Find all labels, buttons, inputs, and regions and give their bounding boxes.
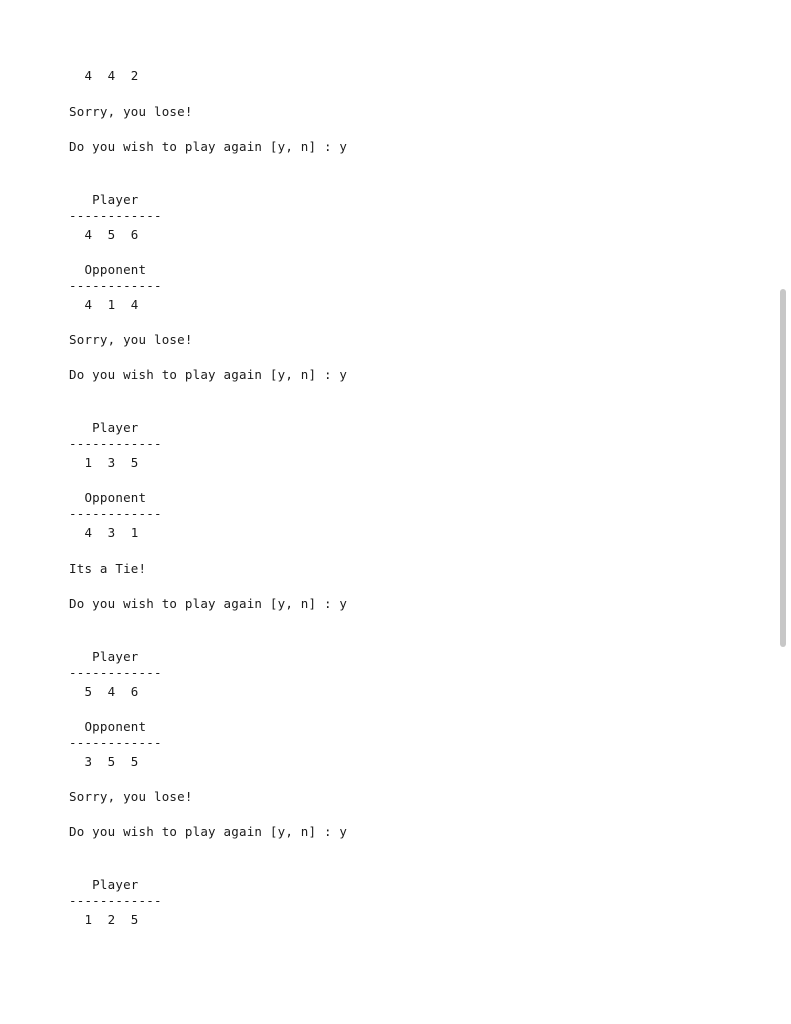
opponent-heading: Opponent: [69, 262, 147, 277]
opponent-heading: Opponent: [69, 719, 147, 734]
divider: ------------: [69, 506, 162, 521]
play-again-prompt: Do you wish to play again [y, n] : y: [69, 139, 348, 154]
play-again-prompt: Do you wish to play again [y, n] : y: [69, 824, 348, 839]
player-dice: 5 4 6: [69, 684, 139, 699]
player-dice: 4 5 6: [69, 227, 139, 242]
play-again-prompt: Do you wish to play again [y, n] : y: [69, 367, 348, 382]
divider: ------------: [69, 436, 162, 451]
result-message: Sorry, you lose!: [69, 104, 193, 119]
play-again-prompt: Do you wish to play again [y, n] : y: [69, 596, 348, 611]
player-heading: Player: [69, 649, 139, 664]
result-message: Sorry, you lose!: [69, 789, 193, 804]
divider: ------------: [69, 665, 162, 680]
player-dice: 1 3 5: [69, 455, 139, 470]
result-message: Sorry, you lose!: [69, 332, 193, 347]
opponent-dice: 3 5 5: [69, 754, 139, 769]
player-dice: 1 2 5: [69, 912, 139, 927]
opponent-dice: 4 1 4: [69, 297, 139, 312]
divider: ------------: [69, 208, 162, 223]
divider: ------------: [69, 893, 162, 908]
dice-values: 4 4 2: [69, 68, 139, 83]
opponent-dice: 4 3 1: [69, 525, 139, 540]
player-heading: Player: [69, 192, 139, 207]
divider: ------------: [69, 735, 162, 750]
opponent-heading: Opponent: [69, 490, 147, 505]
scrollbar-thumb[interactable]: [780, 289, 786, 647]
result-message: Its a Tie!: [69, 561, 147, 576]
divider: ------------: [69, 278, 162, 293]
player-heading: Player: [69, 420, 139, 435]
console-output: [69, 0, 749, 1024]
player-heading: Player: [69, 877, 139, 892]
